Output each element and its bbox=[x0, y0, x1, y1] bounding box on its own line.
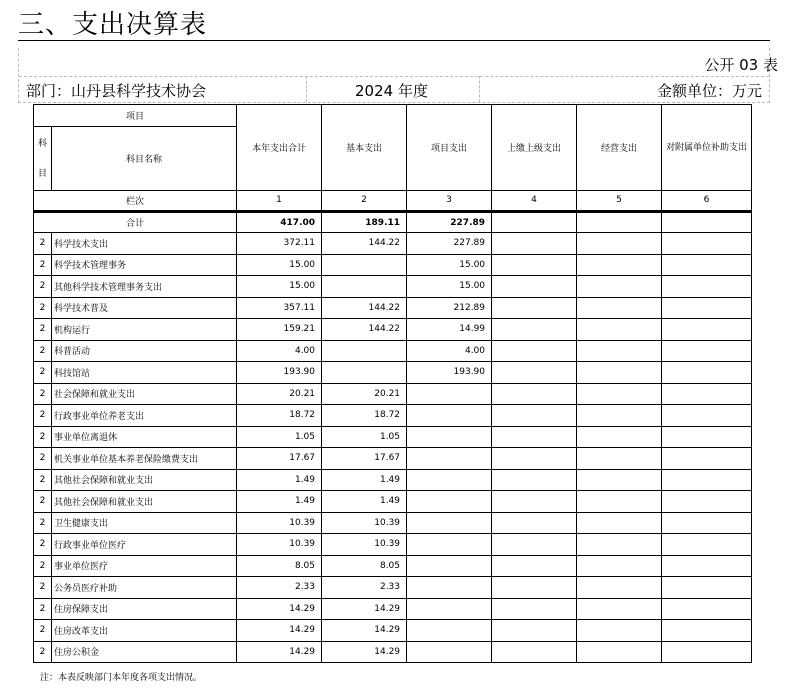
table-row bbox=[34, 405, 752, 427]
subject-name: 行政事业单位养老支出 bbox=[52, 405, 237, 427]
amount-cell bbox=[492, 641, 577, 663]
subject-code: 2 bbox=[34, 405, 52, 427]
year-label: 2024 年度 bbox=[355, 82, 428, 100]
amount-cell bbox=[492, 469, 577, 491]
amount-cell: 15.00 bbox=[407, 254, 492, 276]
header-subject-name: 科目名称 bbox=[52, 127, 237, 191]
subject-code: 2 bbox=[34, 641, 52, 663]
col-num-6: 6 bbox=[662, 191, 752, 211]
amount-cell bbox=[662, 598, 752, 620]
amount-cell: 14.99 bbox=[407, 319, 492, 341]
amount-cell bbox=[407, 641, 492, 663]
amount-cell bbox=[577, 383, 662, 405]
amount-cell bbox=[577, 340, 662, 362]
amount-cell bbox=[322, 362, 407, 384]
amount-cell bbox=[492, 297, 577, 319]
subject-code: 2 bbox=[34, 297, 52, 319]
amount-cell: 14.29 bbox=[237, 641, 322, 663]
amount-cell: 2.33 bbox=[322, 577, 407, 599]
amount-cell: 8.05 bbox=[237, 555, 322, 577]
amount-cell bbox=[662, 555, 752, 577]
amount-cell: 15.00 bbox=[237, 254, 322, 276]
table-row bbox=[34, 297, 752, 319]
subject-name: 公务员医疗补助 bbox=[52, 577, 237, 599]
subject-name: 住房改革支出 bbox=[52, 620, 237, 642]
amount-cell: 10.39 bbox=[322, 512, 407, 534]
amount-cell bbox=[492, 534, 577, 556]
amount-cell bbox=[577, 620, 662, 642]
subject-code: 2 bbox=[34, 233, 52, 255]
amount-cell bbox=[407, 383, 492, 405]
amount-cell: 17.67 bbox=[237, 448, 322, 470]
amount-cell bbox=[577, 319, 662, 341]
table-row bbox=[34, 491, 752, 513]
amount-cell bbox=[492, 555, 577, 577]
amount-cell: 8.05 bbox=[322, 555, 407, 577]
subject-code: 2 bbox=[34, 340, 52, 362]
total-value: 189.11 bbox=[322, 213, 407, 233]
subject-code: 2 bbox=[34, 426, 52, 448]
table-row bbox=[34, 555, 752, 577]
subject-name: 机构运行 bbox=[52, 319, 237, 341]
amount-cell bbox=[407, 426, 492, 448]
table-row bbox=[34, 448, 752, 470]
amount-cell bbox=[662, 577, 752, 599]
subject-name: 行政事业单位医疗 bbox=[52, 534, 237, 556]
table-row bbox=[34, 276, 752, 298]
amount-cell bbox=[662, 512, 752, 534]
col-num-3: 3 bbox=[407, 191, 492, 211]
col-num-2: 2 bbox=[322, 191, 407, 211]
amount-cell bbox=[662, 641, 752, 663]
amount-cell bbox=[662, 426, 752, 448]
amount-cell bbox=[492, 340, 577, 362]
table-row bbox=[34, 319, 752, 341]
amount-cell bbox=[407, 491, 492, 513]
table-row bbox=[34, 383, 752, 405]
amount-cell bbox=[662, 383, 752, 405]
amount-cell: 20.21 bbox=[237, 383, 322, 405]
table-row bbox=[34, 577, 752, 599]
amount-cell bbox=[577, 448, 662, 470]
amount-cell bbox=[662, 362, 752, 384]
amount-cell bbox=[492, 448, 577, 470]
table-row bbox=[34, 233, 752, 255]
subject-name: 科学技术支出 bbox=[52, 233, 237, 255]
page-title: 三、支出决算表 bbox=[18, 10, 208, 40]
subject-code: 2 bbox=[34, 620, 52, 642]
amount-cell bbox=[577, 297, 662, 319]
amount-cell: 14.29 bbox=[237, 620, 322, 642]
amount-cell: 4.00 bbox=[407, 340, 492, 362]
subject-code: 2 bbox=[34, 448, 52, 470]
amount-cell bbox=[407, 405, 492, 427]
table-row bbox=[34, 254, 752, 276]
amount-cell bbox=[577, 426, 662, 448]
amount-cell: 227.89 bbox=[407, 233, 492, 255]
amount-cell bbox=[577, 469, 662, 491]
amount-cell: 15.00 bbox=[407, 276, 492, 298]
unit-label: 金额单位：万元 bbox=[656, 82, 762, 100]
amount-cell bbox=[577, 577, 662, 599]
amount-cell bbox=[577, 254, 662, 276]
subject-name: 科学技术管理事务 bbox=[52, 254, 237, 276]
expenditure-table bbox=[33, 104, 752, 663]
subject-name: 住房公积金 bbox=[52, 641, 237, 663]
amount-cell: 193.90 bbox=[237, 362, 322, 384]
amount-cell bbox=[577, 362, 662, 384]
table-row bbox=[34, 362, 752, 384]
amount-cell bbox=[407, 577, 492, 599]
amount-cell bbox=[407, 512, 492, 534]
amount-cell: 17.67 bbox=[322, 448, 407, 470]
subject-name: 机关事业单位基本养老保险缴费支出 bbox=[52, 448, 237, 470]
total-value: 227.89 bbox=[407, 213, 492, 233]
header-col-2: 基本支出 bbox=[322, 105, 407, 191]
subject-name: 住房保障支出 bbox=[52, 598, 237, 620]
amount-cell: 193.90 bbox=[407, 362, 492, 384]
table-note: 注：本表反映部门本年度各项支出情况。 bbox=[40, 673, 203, 683]
department-label: 部门：山丹县科学技术协会 bbox=[26, 82, 207, 100]
amount-cell: 144.22 bbox=[322, 233, 407, 255]
amount-cell: 144.22 bbox=[322, 319, 407, 341]
header-kemu: 科 目 bbox=[34, 127, 52, 191]
table-row bbox=[34, 620, 752, 642]
amount-cell bbox=[662, 319, 752, 341]
col-num-1: 1 bbox=[237, 191, 322, 211]
header-col-6: 对附属单位补助支出 bbox=[662, 105, 752, 191]
subject-code: 2 bbox=[34, 555, 52, 577]
amount-cell bbox=[322, 254, 407, 276]
amount-cell bbox=[662, 620, 752, 642]
amount-cell bbox=[577, 534, 662, 556]
amount-cell: 1.05 bbox=[237, 426, 322, 448]
amount-cell: 15.00 bbox=[237, 276, 322, 298]
subject-code: 2 bbox=[34, 254, 52, 276]
title-divider bbox=[18, 40, 770, 41]
total-label: 合计 bbox=[34, 213, 237, 233]
amount-cell bbox=[662, 405, 752, 427]
subject-code: 2 bbox=[34, 491, 52, 513]
amount-cell bbox=[492, 383, 577, 405]
amount-cell bbox=[407, 598, 492, 620]
subject-name: 其他科学技术管理事务支出 bbox=[52, 276, 237, 298]
subject-name: 社会保障和就业支出 bbox=[52, 383, 237, 405]
subject-name: 科技馆站 bbox=[52, 362, 237, 384]
amount-cell: 4.00 bbox=[237, 340, 322, 362]
table-row bbox=[34, 598, 752, 620]
subject-name: 卫生健康支出 bbox=[52, 512, 237, 534]
table-row bbox=[34, 426, 752, 448]
amount-cell: 1.49 bbox=[237, 469, 322, 491]
total-value: 417.00 bbox=[237, 213, 322, 233]
amount-cell bbox=[492, 577, 577, 599]
amount-cell bbox=[407, 469, 492, 491]
amount-cell bbox=[662, 448, 752, 470]
amount-cell bbox=[407, 555, 492, 577]
row-label: 栏次 bbox=[34, 191, 237, 211]
subject-code: 2 bbox=[34, 319, 52, 341]
subject-code: 2 bbox=[34, 512, 52, 534]
col-num-5: 5 bbox=[577, 191, 662, 211]
amount-cell: 1.49 bbox=[237, 491, 322, 513]
amount-cell bbox=[492, 405, 577, 427]
amount-cell bbox=[492, 426, 577, 448]
subject-name: 其他社会保障和就业支出 bbox=[52, 469, 237, 491]
amount-cell bbox=[662, 469, 752, 491]
amount-cell bbox=[577, 276, 662, 298]
header-col-4: 上缴上级支出 bbox=[492, 105, 577, 191]
form-number: 公开 03 表 bbox=[704, 56, 778, 74]
amount-cell bbox=[662, 534, 752, 556]
amount-cell bbox=[577, 598, 662, 620]
amount-cell: 14.29 bbox=[322, 598, 407, 620]
amount-cell bbox=[492, 254, 577, 276]
amount-cell bbox=[492, 319, 577, 341]
subject-code: 2 bbox=[34, 362, 52, 384]
subject-name: 其他社会保障和就业支出 bbox=[52, 491, 237, 513]
amount-cell: 14.29 bbox=[322, 620, 407, 642]
amount-cell: 372.11 bbox=[237, 233, 322, 255]
amount-cell bbox=[407, 620, 492, 642]
amount-cell: 14.29 bbox=[322, 641, 407, 663]
subject-code: 2 bbox=[34, 534, 52, 556]
total-value bbox=[577, 213, 662, 233]
amount-cell bbox=[407, 534, 492, 556]
amount-cell bbox=[492, 233, 577, 255]
amount-cell bbox=[577, 233, 662, 255]
subject-name: 事业单位离退休 bbox=[52, 426, 237, 448]
amount-cell bbox=[492, 362, 577, 384]
header-item: 项目 bbox=[34, 105, 237, 127]
table-row bbox=[34, 512, 752, 534]
subject-code: 2 bbox=[34, 383, 52, 405]
amount-cell bbox=[407, 448, 492, 470]
amount-cell bbox=[662, 254, 752, 276]
amount-cell: 144.22 bbox=[322, 297, 407, 319]
header-col-1: 本年支出合计 bbox=[237, 105, 322, 191]
amount-cell: 2.33 bbox=[237, 577, 322, 599]
amount-cell bbox=[322, 340, 407, 362]
amount-cell bbox=[577, 641, 662, 663]
amount-cell: 159.21 bbox=[237, 319, 322, 341]
amount-cell bbox=[492, 491, 577, 513]
table-row bbox=[34, 340, 752, 362]
amount-cell: 14.29 bbox=[237, 598, 322, 620]
col-num-4: 4 bbox=[492, 191, 577, 211]
amount-cell bbox=[662, 491, 752, 513]
amount-cell bbox=[577, 405, 662, 427]
amount-cell: 20.21 bbox=[322, 383, 407, 405]
table-row bbox=[34, 534, 752, 556]
subject-code: 2 bbox=[34, 598, 52, 620]
amount-cell bbox=[662, 233, 752, 255]
amount-cell bbox=[492, 512, 577, 534]
subject-name: 事业单位医疗 bbox=[52, 555, 237, 577]
amount-cell bbox=[492, 620, 577, 642]
amount-cell bbox=[662, 297, 752, 319]
amount-cell: 10.39 bbox=[237, 534, 322, 556]
amount-cell bbox=[492, 598, 577, 620]
amount-cell: 212.89 bbox=[407, 297, 492, 319]
header-col-3: 项目支出 bbox=[407, 105, 492, 191]
header-col-5: 经营支出 bbox=[577, 105, 662, 191]
amount-cell bbox=[577, 512, 662, 534]
amount-cell: 357.11 bbox=[237, 297, 322, 319]
total-value bbox=[662, 213, 752, 233]
subject-code: 2 bbox=[34, 577, 52, 599]
table-row bbox=[34, 469, 752, 491]
subject-name: 科学技术普及 bbox=[52, 297, 237, 319]
amount-cell: 1.05 bbox=[322, 426, 407, 448]
amount-cell: 18.72 bbox=[237, 405, 322, 427]
amount-cell bbox=[322, 276, 407, 298]
amount-cell: 1.49 bbox=[322, 469, 407, 491]
amount-cell bbox=[662, 276, 752, 298]
amount-cell bbox=[577, 555, 662, 577]
table-row bbox=[34, 641, 752, 663]
total-value bbox=[492, 213, 577, 233]
amount-cell bbox=[577, 491, 662, 513]
amount-cell: 10.39 bbox=[322, 534, 407, 556]
amount-cell: 18.72 bbox=[322, 405, 407, 427]
amount-cell bbox=[662, 340, 752, 362]
amount-cell bbox=[492, 276, 577, 298]
amount-cell: 1.49 bbox=[322, 491, 407, 513]
subject-code: 2 bbox=[34, 469, 52, 491]
amount-cell: 10.39 bbox=[237, 512, 322, 534]
subject-name: 科普活动 bbox=[52, 340, 237, 362]
subject-code: 2 bbox=[34, 276, 52, 298]
